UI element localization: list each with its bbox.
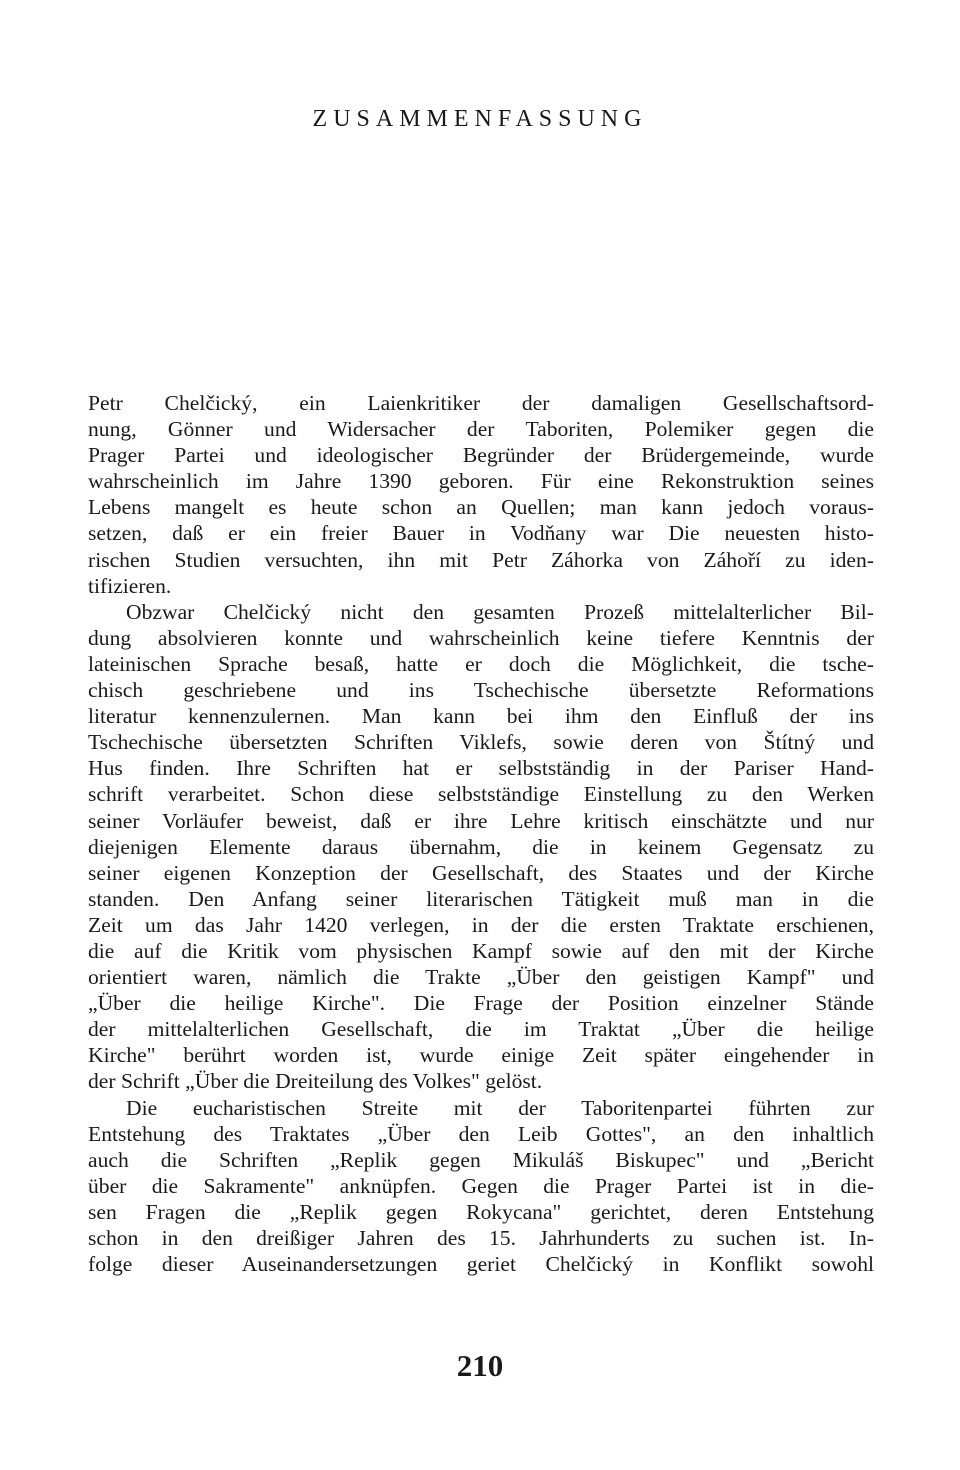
text-line: chisch geschriebene und ins Tschechische übersetzte Reformations (88, 678, 874, 703)
text-line: Entstehung des Traktates „Über den Leib Gottes", an den inhaltlich (88, 1121, 874, 1146)
text-line: folge dieser Auseinandersetzungen geriet Chelčický in Konflikt sowohl (88, 1252, 874, 1277)
paragraph (88, 599, 874, 1095)
text-line: rischen Studien versuchten, ihn mit Petr Záhorka von Záhoří zu iden- (88, 547, 874, 572)
text-line: sen Fragen die „Replik gegen Rokycana" gerichtet, deren Entstehung (88, 1199, 874, 1224)
text-line: die auf die Kritik vom physischen Kampf sowie auf den mit der Kirche (88, 938, 874, 963)
text-line: diejenigen Elemente daraus übernahm, die in keinem Gegensatz zu (88, 834, 874, 859)
text-line: lateinischen Sprache besaß, hatte er doch die Möglichkeit, die tsche- (88, 651, 874, 676)
text-line: der Schrift „Über die Dreiteilung des Volkes" gelöst. (88, 1069, 543, 1094)
page-heading: ZUSAMMENFASSUNG (312, 106, 648, 132)
text-line: Lebens mangelt es heute schon an Quellen; man kann jedoch voraus- (88, 495, 874, 520)
text-line: über die Sakramente" anknüpfen. Gegen die Prager Partei ist in die- (88, 1173, 874, 1198)
text-line: seiner Vorläufer beweist, daß er ihre Lehre kritisch einschätzte und nur (88, 808, 874, 833)
paragraph (88, 1095, 874, 1278)
text-line: schrift verarbeitet. Schon diese selbstständige Einstellung zu den Werken (88, 782, 874, 807)
text-line: Prager Partei und ideologischer Begründer der Brüdergemeinde, wurde (88, 443, 874, 468)
body-text (88, 390, 874, 1277)
text-line: Petr Chelčický, ein Laienkritiker der damaligen Gesellschaftsord- (88, 391, 874, 415)
text-line: standen. Den Anfang seiner literarischen Tätigkeit muß man in die (88, 886, 874, 911)
text-line: „Über die heilige Kirche". Die Frage der Position einzelner Stände (88, 991, 874, 1016)
text-line: Kirche" berührt worden ist, wurde einige Zeit später eingehender in (88, 1043, 874, 1068)
text-line: Tschechische übersetzten Schriften Viklefs, sowie deren von Štítný und (88, 730, 874, 755)
text-line: setzen, daß er ein freier Bauer in Vodňany war Die neuesten histo- (88, 521, 874, 546)
text-line: dung absolvieren konnte und wahrscheinlich keine tiefere Kenntnis der (88, 625, 874, 650)
text-line: literatur kennenzulernen. Man kann bei ihm den Einfluß der ins (88, 704, 874, 729)
text-line: Obzwar Chelčický nicht den gesamten Prozeß mittelalterlicher Bil- (126, 599, 874, 624)
text-line: nung, Gönner und Widersacher der Taboriten, Polemiker gegen die (88, 417, 874, 442)
text-line: schon in den dreißiger Jahren des 15. Jahrhunderts zu suchen ist. In- (88, 1226, 874, 1250)
text-line: der mittelalterlichen Gesellschaft, die im Traktat „Über die heilige (88, 1017, 874, 1042)
text-line: seiner eigenen Konzeption der Gesellschaft, des Staates und der Kirche (88, 860, 874, 885)
page-number: 210 (456, 1348, 504, 1383)
text-line: tifizieren. (88, 573, 172, 598)
paragraph (88, 390, 874, 599)
text-line: orientiert waren, nämlich die Trakte „Über den geistigen Kampf" und (88, 965, 874, 990)
text-line: Hus finden. Ihre Schriften hat er selbstständig in der Pariser Hand- (88, 756, 874, 781)
text-line: Die eucharistischen Streite mit der Taboritenpartei führten zur (126, 1095, 874, 1120)
text-line: auch die Schriften „Replik gegen Mikuláš Biskupec" und „Bericht (88, 1147, 874, 1172)
text-line: wahrscheinlich im Jahre 1390 geboren. Für eine Rekonstruktion seines (88, 469, 874, 494)
text-line: Zeit um das Jahr 1420 verlegen, in der die ersten Traktate erschienen, (88, 912, 874, 937)
